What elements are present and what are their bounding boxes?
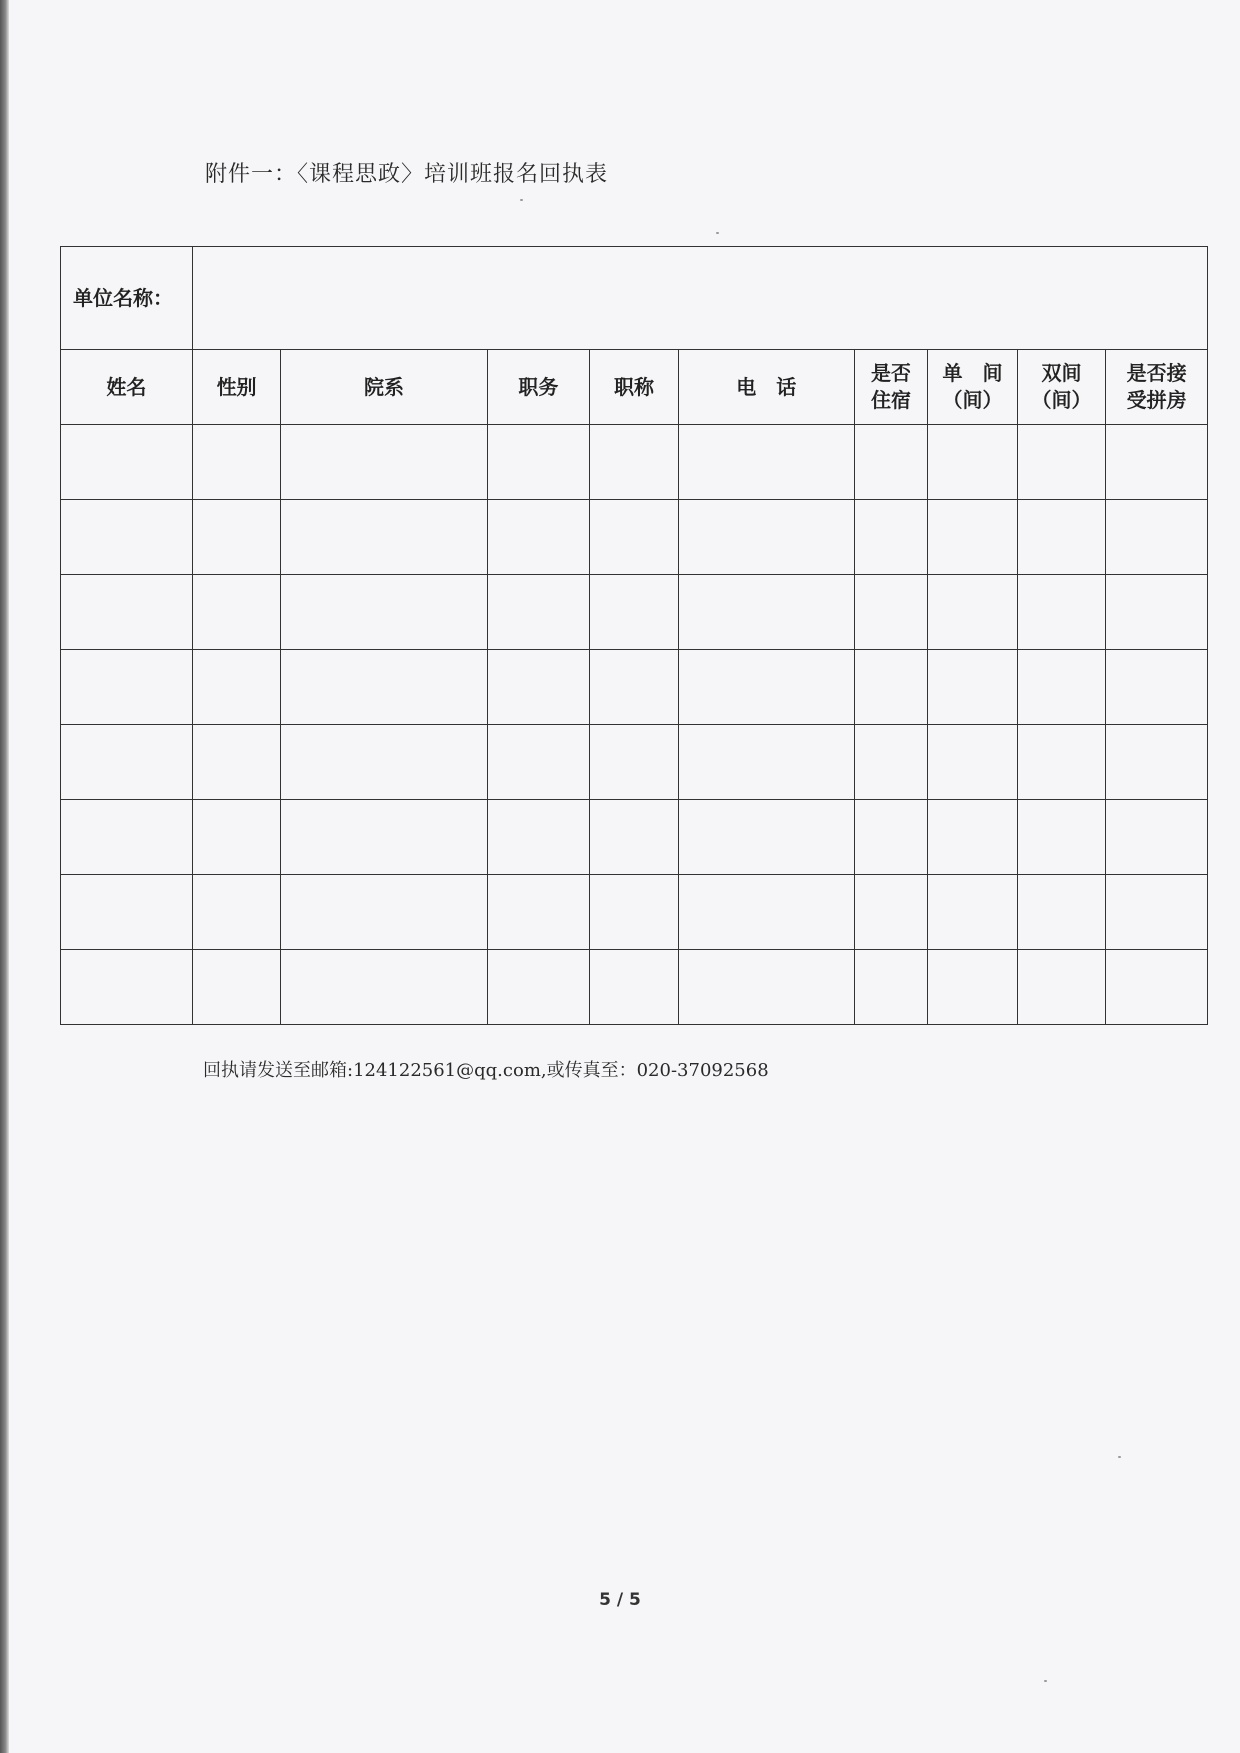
cell-position[interactable] (487, 650, 590, 725)
cell-share-room[interactable] (1106, 725, 1208, 800)
scan-speck (520, 199, 523, 201)
table-row (61, 950, 1208, 1025)
cell-position[interactable] (487, 725, 590, 800)
cell-single-room[interactable] (928, 500, 1018, 575)
cell-department[interactable] (281, 650, 487, 725)
table-row (61, 575, 1208, 650)
cell-name[interactable] (61, 650, 193, 725)
unit-row (61, 247, 1208, 350)
cell-share-room[interactable] (1106, 425, 1208, 500)
cell-position[interactable] (487, 875, 590, 950)
cell-phone[interactable] (678, 650, 854, 725)
cell-department[interactable] (281, 725, 487, 800)
unit-name-label: 单位名称： (61, 247, 193, 350)
cell-single-room[interactable] (928, 800, 1018, 875)
cell-position[interactable] (487, 425, 590, 500)
cell-phone[interactable] (678, 425, 854, 500)
cell-gender[interactable] (192, 875, 281, 950)
cell-phone[interactable] (678, 875, 854, 950)
cell-position[interactable] (487, 950, 590, 1025)
cell-title[interactable] (590, 500, 679, 575)
cell-position[interactable] (487, 500, 590, 575)
cell-double-room[interactable] (1017, 950, 1106, 1025)
cell-share-room[interactable] (1106, 575, 1208, 650)
cell-name[interactable] (61, 725, 193, 800)
cell-position[interactable] (487, 800, 590, 875)
cell-gender[interactable] (192, 500, 281, 575)
footer-note: 回执请发送至邮箱:124122561@qq.com,或传真至：020-37092568 (203, 1060, 769, 1081)
scan-speck (716, 232, 719, 234)
cell-double-room[interactable] (1017, 425, 1106, 500)
header-phone: 电 话 (678, 350, 854, 425)
cell-phone[interactable] (678, 575, 854, 650)
cell-single-room[interactable] (928, 425, 1018, 500)
cell-double-room[interactable] (1017, 725, 1106, 800)
header-double-room: 双间 （间） (1017, 350, 1106, 425)
cell-name[interactable] (61, 500, 193, 575)
unit-name-field[interactable] (192, 247, 1207, 350)
cell-double-room[interactable] (1017, 875, 1106, 950)
cell-double-room[interactable] (1017, 800, 1106, 875)
header-name: 姓名 (61, 350, 193, 425)
cell-double-room[interactable] (1017, 500, 1106, 575)
cell-share-room[interactable] (1106, 800, 1208, 875)
scan-speck (1118, 1456, 1121, 1458)
cell-share-room[interactable] (1106, 950, 1208, 1025)
cell-accommodation[interactable] (854, 500, 927, 575)
cell-share-room[interactable] (1106, 500, 1208, 575)
cell-gender[interactable] (192, 650, 281, 725)
registration-form-table (60, 246, 1208, 1025)
header-accommodation: 是否 住宿 (854, 350, 927, 425)
cell-phone[interactable] (678, 800, 854, 875)
cell-single-room[interactable] (928, 650, 1018, 725)
cell-accommodation[interactable] (854, 425, 927, 500)
cell-accommodation[interactable] (854, 650, 927, 725)
table-row (61, 650, 1208, 725)
cell-title[interactable] (590, 875, 679, 950)
cell-title[interactable] (590, 650, 679, 725)
cell-accommodation[interactable] (854, 950, 927, 1025)
header-row (61, 350, 1208, 425)
table-row (61, 725, 1208, 800)
table-row (61, 875, 1208, 950)
header-department: 院系 (281, 350, 487, 425)
cell-share-room[interactable] (1106, 875, 1208, 950)
cell-title[interactable] (590, 800, 679, 875)
cell-department[interactable] (281, 575, 487, 650)
cell-title[interactable] (590, 575, 679, 650)
cell-single-room[interactable] (928, 950, 1018, 1025)
header-single-room: 单 间 （间） (928, 350, 1018, 425)
cell-accommodation[interactable] (854, 575, 927, 650)
cell-single-room[interactable] (928, 875, 1018, 950)
cell-phone[interactable] (678, 725, 854, 800)
cell-name[interactable] (61, 875, 193, 950)
cell-department[interactable] (281, 875, 487, 950)
header-position: 职务 (487, 350, 590, 425)
cell-double-room[interactable] (1017, 575, 1106, 650)
cell-department[interactable] (281, 800, 487, 875)
table-row (61, 800, 1208, 875)
table-row (61, 425, 1208, 500)
cell-department[interactable] (281, 950, 487, 1025)
cell-gender[interactable] (192, 950, 281, 1025)
cell-department[interactable] (281, 425, 487, 500)
cell-title[interactable] (590, 425, 679, 500)
table-row (61, 500, 1208, 575)
cell-share-room[interactable] (1106, 650, 1208, 725)
cell-accommodation[interactable] (854, 800, 927, 875)
cell-accommodation[interactable] (854, 875, 927, 950)
header-title: 职称 (590, 350, 679, 425)
scan-speck (1044, 1680, 1047, 1682)
page-title: 附件一：〈课程思政〉培训班报名回执表 (205, 162, 609, 187)
cell-gender[interactable] (192, 725, 281, 800)
cell-gender[interactable] (192, 800, 281, 875)
cell-title[interactable] (590, 725, 679, 800)
cell-accommodation[interactable] (854, 725, 927, 800)
cell-position[interactable] (487, 575, 590, 650)
cell-double-room[interactable] (1017, 650, 1106, 725)
cell-title[interactable] (590, 950, 679, 1025)
cell-single-room[interactable] (928, 725, 1018, 800)
cell-phone[interactable] (678, 500, 854, 575)
cell-name[interactable] (61, 800, 193, 875)
header-share-room: 是否接 受拼房 (1106, 350, 1208, 425)
cell-name[interactable] (61, 425, 193, 500)
cell-gender[interactable] (192, 575, 281, 650)
cell-phone[interactable] (678, 950, 854, 1025)
cell-single-room[interactable] (928, 575, 1018, 650)
cell-name[interactable] (61, 950, 193, 1025)
page-number: 5 / 5 (599, 1590, 641, 1610)
cell-name[interactable] (61, 575, 193, 650)
cell-gender[interactable] (192, 425, 281, 500)
cell-department[interactable] (281, 500, 487, 575)
header-gender: 性别 (192, 350, 281, 425)
scan-edge (0, 0, 9, 1753)
